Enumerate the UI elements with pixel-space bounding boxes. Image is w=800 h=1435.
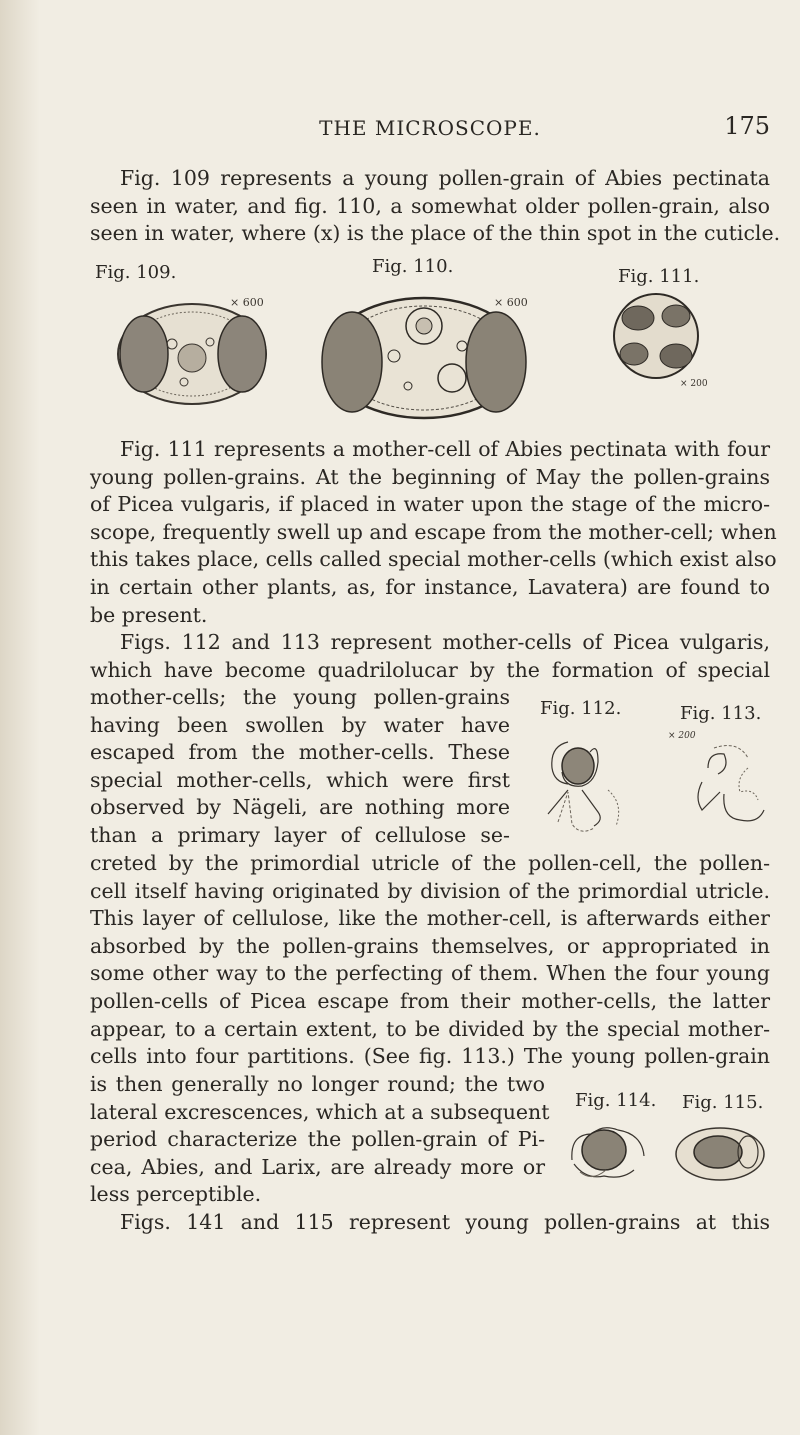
figure-114-pollen-grain-image [562,1120,652,1186]
text-line: This layer of cellulose, like the mother-cell, is afterwards either [90,906,770,931]
magnification-label: × 200 [680,379,708,388]
text-line: period characterize the pollen-grain of Pi- [90,1127,545,1152]
text-line: creted by the primordial utricle of the pollen-cell, the pollen- [90,851,770,875]
figure-115-pollen-grain-image [670,1122,770,1184]
text-line: be present. [90,602,208,627]
text-line: cell itself having originated by division of the primordial utricle. [90,878,770,903]
text-line: of Picea vulgaris, if placed in water upon the stage of the micro- [90,492,770,517]
figure-label-115: Fig. 115. [682,1092,764,1113]
text-line: mother-cells; the young pollen-grains [90,685,510,709]
text-line: Fig. 111 represents a mother-cell of Abies pectinata with four [120,437,770,461]
running-title: THE MICROSCOPE. [319,116,541,140]
paragraph-4 [90,1209,770,1237]
figure-109-pollen-grain-image [112,292,277,412]
text-line: having been swollen by water have [90,712,510,737]
text-line: special mother-cells, which were first [90,767,510,792]
figure-111-mother-cell-image [598,288,718,388]
figure-112-mother-cell-image [538,732,648,840]
paragraph-2 [90,436,777,629]
text-line: Figs. 112 and 113 represent mother-cells of Picea vulgaris, [120,630,770,654]
text-line: than a primary layer of cellulose se- [90,822,510,847]
paragraph-3-wrapped-2 [90,1071,550,1209]
figure-label-111: Fig. 111. [618,266,700,287]
page-number: 175 [724,112,770,140]
text-line: scope, frequently swell up and escape from the mother-cell; when [90,519,777,544]
text-line: appear, to a certain extent, to be divided by the special mother- [90,1016,770,1041]
text-line: less perceptible. [90,1182,262,1207]
text-line: cea, Abies, and Larix, are already more or [90,1154,545,1179]
text-line: which have become quadrilolucar by the formation of special [90,657,770,682]
paragraph-1 [90,165,781,248]
figure-label-114: Fig. 114. [575,1090,657,1111]
paragraph-3-wrapped [90,684,510,850]
page-gutter-shadow [0,0,40,1435]
text-line: cells into four partitions. (See fig. 113.) The young pollen-grain [90,1044,770,1069]
text-line: observed by Nägeli, are nothing more [90,795,510,820]
figure-label-112: Fig. 112. [540,698,622,719]
text-line: pollen-cells of Picea escape from their mother-cells, the latter [90,988,770,1013]
text-line: is then generally no longer round; the two [90,1072,545,1096]
page-header [90,112,770,146]
text-line: seen in water, where (x) is the place of the thin spot in the cuticle. [90,221,781,246]
magnification-label: × 200 [668,731,696,741]
text-line: this takes place, cells called special mother-cells (which exist also [90,547,777,572]
figure-113-mother-cell-image [668,728,778,836]
paragraph-3-opening [90,629,770,684]
figure-label-109: Fig. 109. [95,262,177,283]
text-line: Figs. 141 and 115 represent young pollen-grains at this [120,1210,770,1234]
text-line: young pollen-grains. At the beginning of May the pollen-grains [90,464,770,489]
text-line: Fig. 109 represents a young pollen-grain of Abies pectinata [120,166,770,190]
text-line: escaped from the mother-cells. These [90,740,510,765]
magnification-label: × 600 [494,296,528,309]
text-line: some other way to the perfecting of them. When the four young [90,961,770,986]
figure-label-113: Fig. 113. [680,703,762,724]
text-line: lateral excrescences, which at a subsequent [90,1099,550,1124]
magnification-label: × 600 [230,296,264,309]
figure-110-pollen-grain-image [312,282,542,424]
text-line: seen in water, and fig. 110, a somewhat older pollen-grain, also [90,193,770,218]
figure-label-110: Fig. 110. [372,256,454,277]
paragraph-3-continued [90,850,770,1071]
text-line: absorbed by the pollen-grains themselves, or appropriated in [90,933,770,958]
text-line: in certain other plants, as, for instance, Lavatera) are found to [90,574,770,599]
